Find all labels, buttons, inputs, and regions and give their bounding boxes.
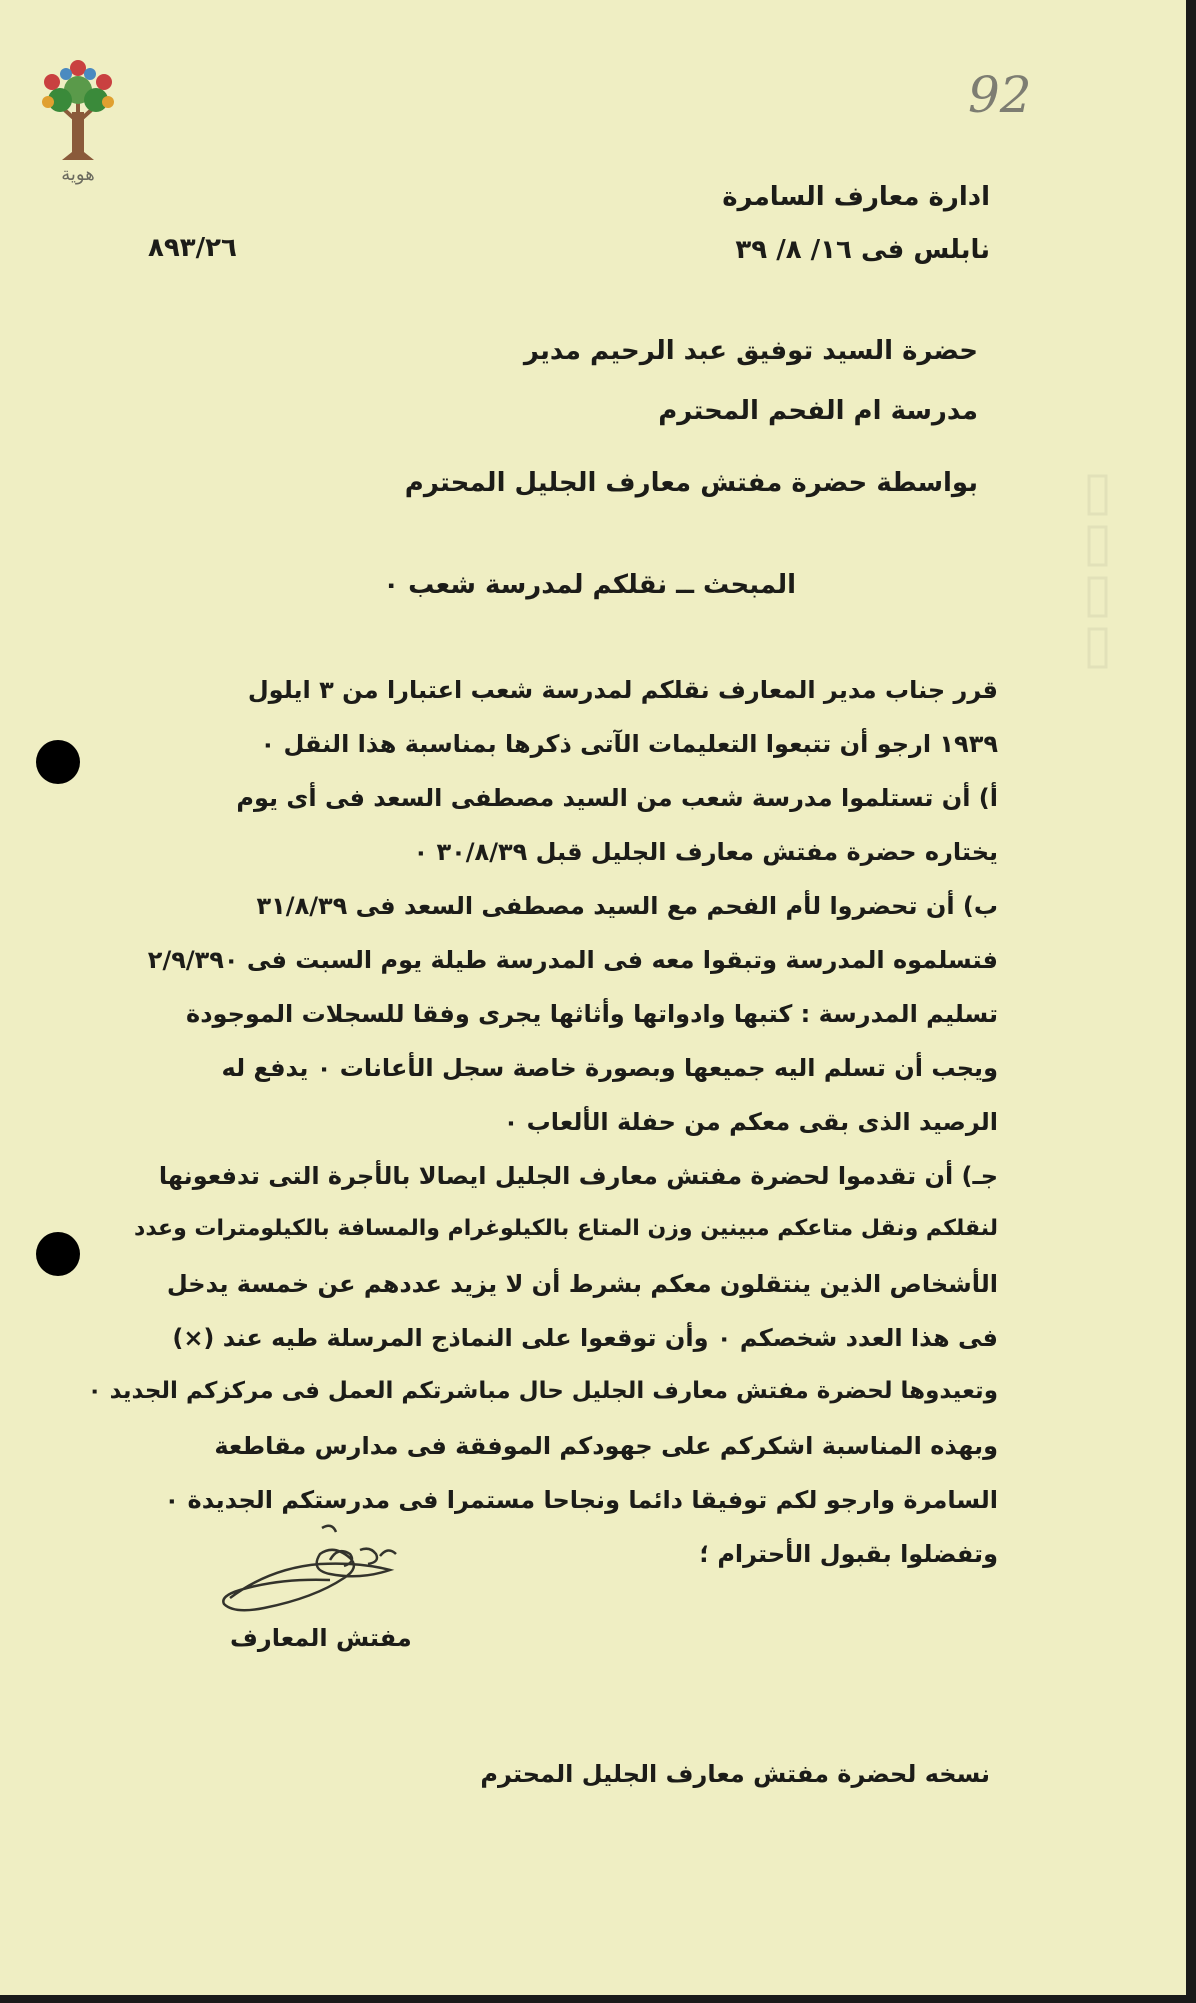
body-line: تسليم المدرسة : كتبها وادواتها وأثاثها يجرى وفقا للسجلات الموجودة <box>186 1000 998 1028</box>
page-number: 92 <box>968 66 1032 124</box>
subject-line: المبحث ــ نقلكم لمدرسة شعب ٠ <box>383 570 796 600</box>
issuing-office: ادارة معارف السامرة <box>722 182 990 212</box>
body-line: فى هذا العدد شخصكم ٠ وأن توقعوا على النماذج المرسلة طيه عند (×) <box>172 1324 998 1352</box>
recipient-line-1: حضرة السيد توفيق عبد الرحيم مدير <box>523 336 978 366</box>
signatory-title: مفتش المعارف <box>230 1624 412 1652</box>
handwritten-signature <box>210 1520 410 1630</box>
reference-number: ٨٩٣/٢٦ <box>148 233 237 263</box>
body-line: لنقلكم ونقل متاعكم مبينين وزن المتاع بالكيلوغرام والمسافة بالكيلومترات وعدد <box>134 1216 998 1241</box>
body-line: قرر جناب مدير المعارف نقلكم لمدرسة شعب اعتبارا من ٣ ايلول <box>247 676 998 704</box>
body-line: وبهذه المناسبة اشكركم على جهودكم الموفقة فى مدارس مقاطعة <box>214 1432 998 1460</box>
body-line: فتسلموه المدرسة وتبقوا معه فى المدرسة طيلة يوم السبت فى ٢/٩/٣٩٠ <box>147 946 998 974</box>
body-line: جـ) أن تقدموا لحضرة مفتش معارف الجليل ايصالا بالأجرة التى تدفعونها <box>158 1162 998 1190</box>
archive-logo <box>38 52 118 202</box>
punch-hole-bottom <box>36 1232 80 1276</box>
body-line: السامرة وارجو لكم توفيقا دائما ونجاحا مستمرا فى مدرستكم الجديدة ٠ <box>164 1486 998 1514</box>
recipient-via: بواسطة حضرة مفتش معارف الجليل المحترم <box>404 468 978 498</box>
body-line: ١٩٣٩ ارجو أن تتبعوا التعليمات الآتى ذكرها بمناسبة هذا النقل ٠ <box>260 730 998 758</box>
body-line: يختاره حضرة مفتش معارف الجليل قبل ٣٠/٨/٣٩ ٠ <box>413 838 998 866</box>
body-line: وتفضلوا بقبول الأحترام ؛ <box>699 1540 998 1568</box>
body-line: ب) أن تحضروا لأم الفحم مع السيد مصطفى السعد فى ٣١/٨/٣٩ <box>256 892 998 920</box>
body-line: الرصيد الذى بقى معكم من حفلة الألعاب ٠ <box>503 1108 998 1136</box>
watermark-stamp: ▭▭▭▭ <box>1070 469 1134 674</box>
punch-hole-top <box>36 740 80 784</box>
body-line: وتعيدوها لحضرة مفتش معارف الجليل حال مباشرتكم العمل فى مركزكم الجديد ٠ <box>87 1378 998 1404</box>
archive-logo-label: هوية <box>61 164 95 185</box>
tree-logo-icon <box>38 52 118 162</box>
copy-to-line: نسخه لحضرة مفتش معارف الجليل المحترم <box>480 1760 990 1788</box>
body-line: ويجب أن تسلم اليه جميعها وبصورة خاصة سجل الأعانات ٠ يدفع له <box>221 1054 998 1082</box>
body-line: أ) أن تستلموا مدرسة شعب من السيد مصطفى السعد فى أى يوم <box>236 784 998 812</box>
place-and-date: نابلس فى ١٦/ ٨/ ٣٩ <box>735 235 990 265</box>
body-line: الأشخاص الذين ينتقلون معكم بشرط أن لا يزيد عددهم عن خمسة يدخل <box>166 1270 998 1298</box>
recipient-line-2: مدرسة ام الفحم المحترم <box>658 396 978 426</box>
